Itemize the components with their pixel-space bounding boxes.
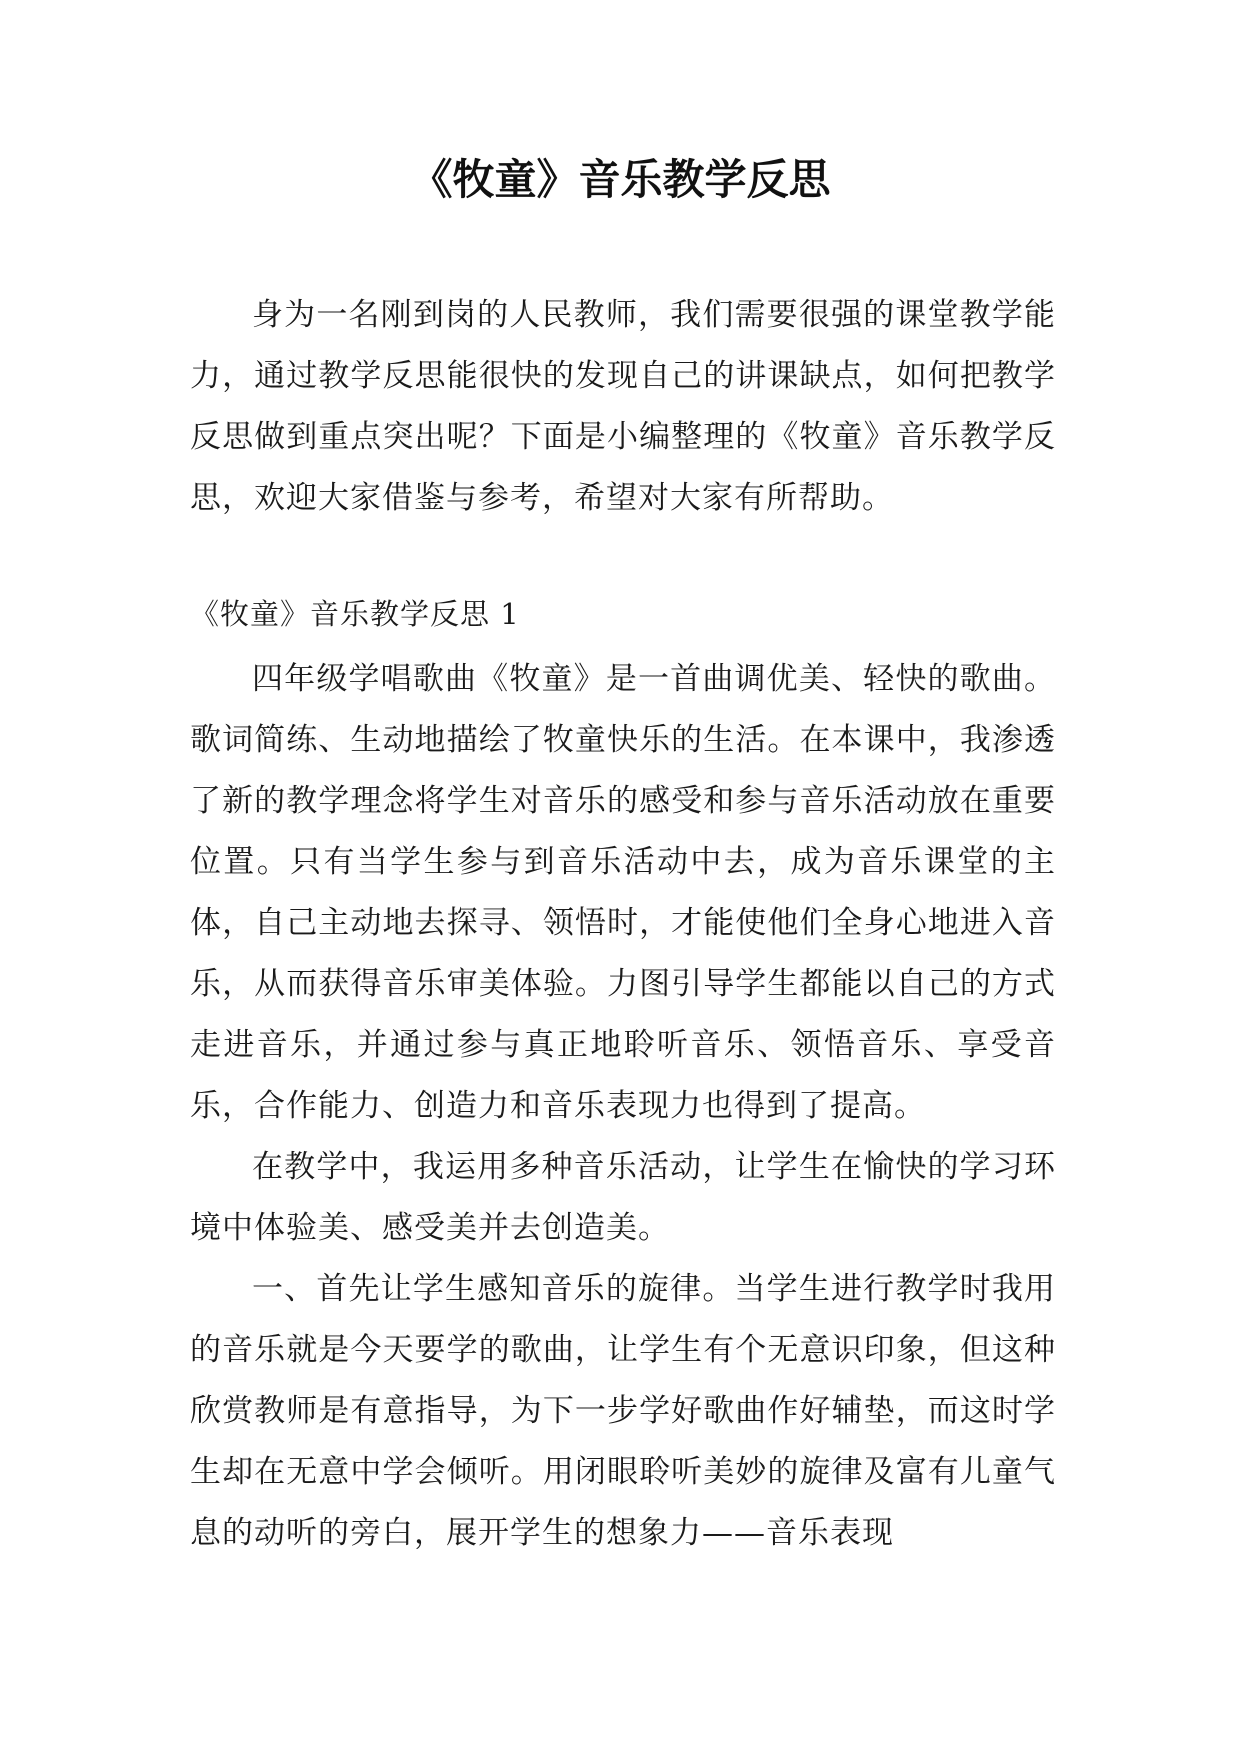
body-paragraph: 一、首先让学生感知音乐的旋律。当学生进行教学时我用的音乐就是今天要学的歌曲，让学生有个无意识印象，但这种欣赏教师是有意指导，为下一步学好歌曲作好辅垫，而这时学生却在无意中学会倾听。用闭眼聆听美妙的旋律及富有儿童气息的动听的旁白，展开学生的想象力——音乐表现 bbox=[190, 1271, 1056, 1551]
intro-paragraph: 身为一名刚到岗的人民教师，我们需要很强的课堂教学能力，通过教学反思能很快的发现自己的讲课缺点，如何把教学反思做到重点突出呢？下面是小编整理的《牧童》音乐教学反思，欢迎大家借鉴与参考，希望对大家有所帮助。 bbox=[190, 297, 1056, 516]
body-paragraph: 在教学中，我运用多种音乐活动，让学生在愉快的学习环境中体验美、感受美并去创造美。 bbox=[190, 1149, 1056, 1246]
body-paragraph: 四年级学唱歌曲《牧童》是一首曲调优美、轻快的歌曲。歌词简练、生动地描绘了牧童快乐的生活。在本课中，我渗透了新的教学理念将学生对音乐的感受和参与音乐活动放在重要位置。只有当学生参与到音乐活动中去，成为音乐课堂的主体，自己主动地去探寻、领悟时，才能使他们全身心地进入音乐，从而获得音乐审美体验。力图引导学生都能以自己的方式走进音乐，并通过参与真正地聆听音乐、领悟音乐、享受音乐，合作能力、创造力和音乐表现力也得到了提高。 bbox=[190, 661, 1056, 1124]
document-title: 《牧童》音乐教学反思 bbox=[410, 155, 831, 204]
section-heading: 《牧童》音乐教学反思 1 bbox=[190, 597, 520, 631]
document-body bbox=[190, 285, 1056, 1564]
